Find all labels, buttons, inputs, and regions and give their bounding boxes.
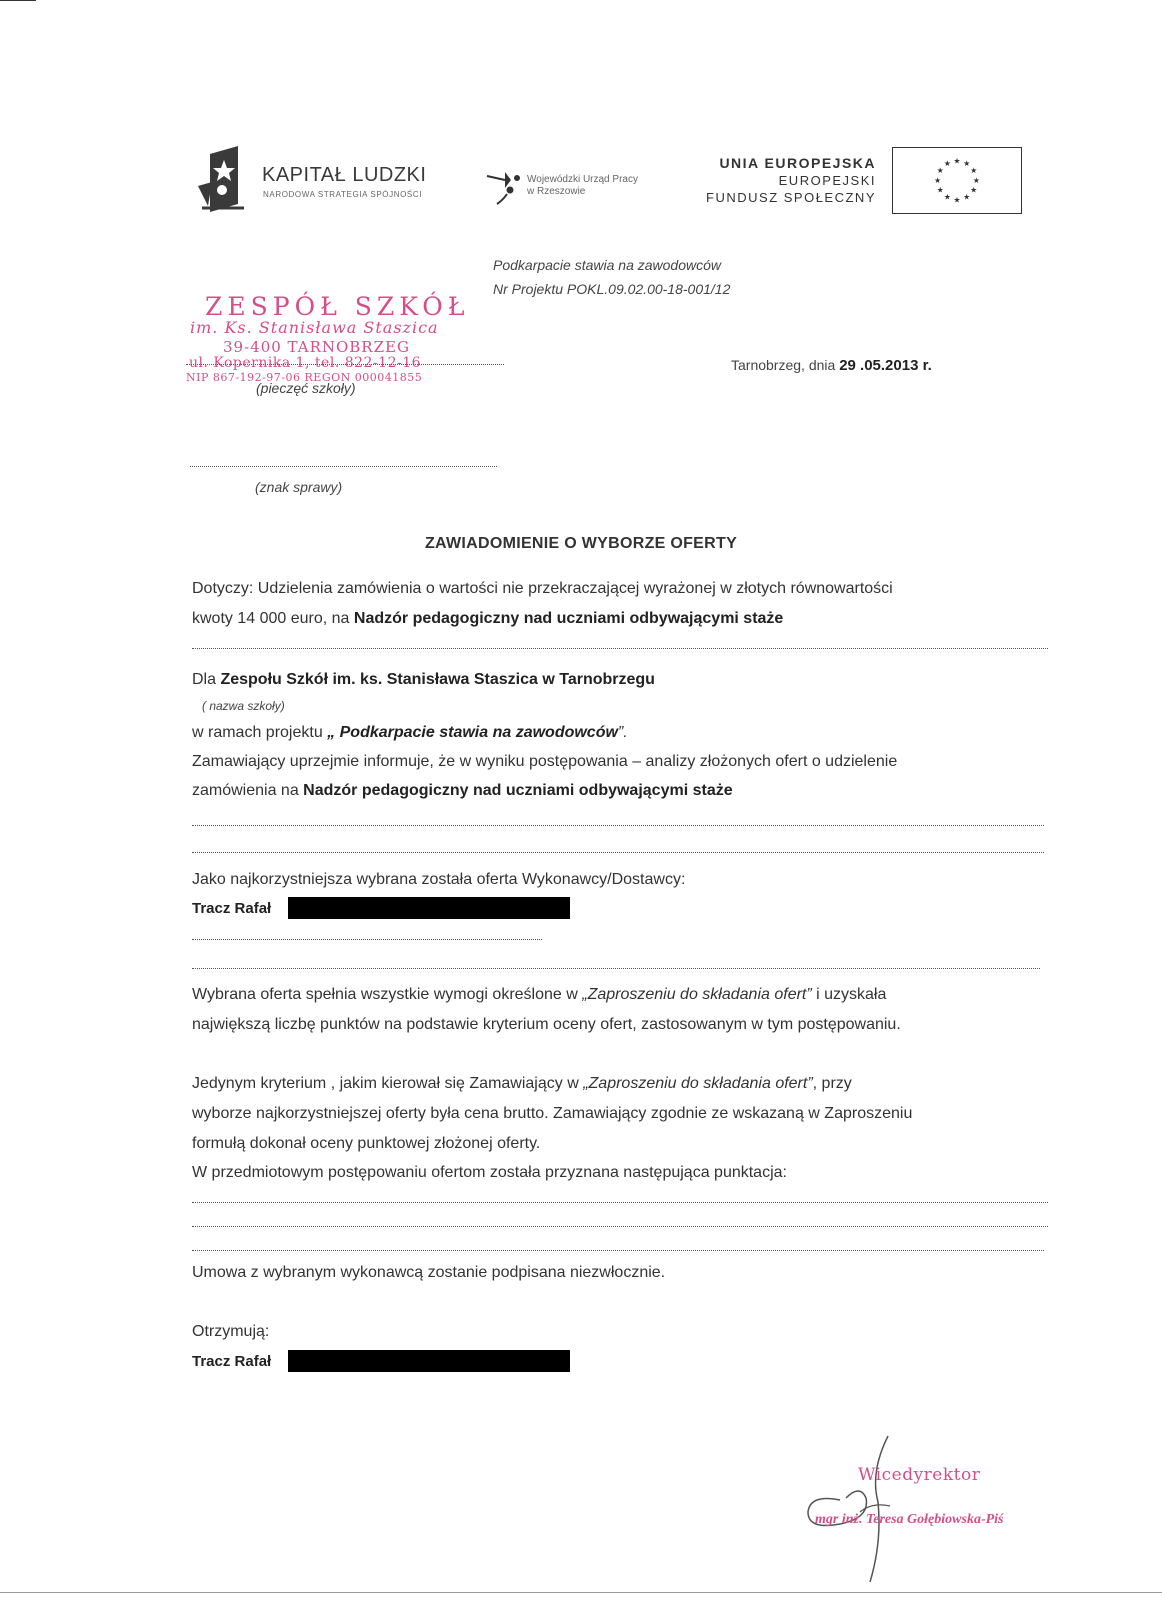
concerns-subject: Nadzór pedagogiczny nad uczniami odbywającymi staże: [353, 610, 784, 627]
eu-star: ★: [970, 166, 978, 176]
dotted-line: [192, 825, 1044, 826]
dotted-line: [192, 1250, 1044, 1251]
dotted-line: [192, 939, 542, 940]
criterion-post: , przy: [812, 1075, 852, 1092]
recipients-label: Otrzymują:: [192, 1323, 270, 1340]
project-line: [192, 724, 628, 742]
place-date: [731, 357, 932, 374]
meets-pre: Wybrana oferta spełnia wszystkie wymogi określone w: [192, 986, 583, 1003]
concerns-pre: kwoty 14 000 euro, na: [192, 610, 354, 627]
criterion-line-1: [192, 1075, 852, 1093]
for-pre: Dla: [192, 671, 221, 688]
eu-label-line2: EUROPEJSKI: [778, 173, 876, 188]
school-name-label: ( nazwa szkoły): [202, 699, 285, 713]
inform-pre: zamówienia na: [192, 782, 304, 799]
wup-logo-icon: [485, 166, 525, 206]
meets-invitation: „Zaproszeniu do składania ofert”: [582, 986, 812, 1003]
document-title: ZAWIADOMIENIE O WYBORZE OFERTY: [424, 535, 738, 552]
criterion-invitation: „Zaproszeniu do składania ofert”: [583, 1075, 813, 1092]
kapital-ludzki-subtitle: NARODOWA STRATEGIA SPÓJNOŚCI: [263, 190, 423, 199]
dotted-line: [192, 1202, 1048, 1203]
eu-label-line1: UNIA EUROPEJSKA: [719, 155, 876, 171]
stamp-line-1: ZESPÓŁ SZKÓŁ: [205, 292, 470, 321]
stamp-line-3: 39-400 TARNOBRZEG: [223, 338, 410, 356]
stamp-line-4: ul. Kopernika 1, tel. 822-12-16: [189, 355, 422, 371]
wup-name-line1: Wojewódzki Urząd Pracy: [527, 174, 638, 185]
eu-star: ★: [936, 185, 944, 195]
criterion-line-3: formułą dokonał oceny punktowej złożonej oferty.: [192, 1135, 541, 1152]
inform-line-2: [192, 782, 733, 800]
wup-name-line2: w Rzeszowie: [527, 186, 586, 197]
date-value: 29 .05.2013 r.: [839, 357, 932, 374]
place-prefix: Tarnobrzeg, dnia: [731, 357, 836, 373]
criterion-line-2: wyborze najkorzystniejszej oferty była cena brutto. Zamawiający zgodnie ze wskazaną w Zaproszeniu: [192, 1105, 913, 1122]
dotted-line: [192, 968, 1040, 969]
eu-star: ★: [953, 156, 961, 166]
best-offer-line: Jako najkorzystniejsza wybrana została oferta Wykonawcy/Dostawcy:: [192, 871, 686, 888]
eu-star: ★: [934, 175, 942, 185]
dotted-line: [192, 1226, 1048, 1227]
signature-name: mgr inż. Teresa Gołębiowska-Piś: [815, 1512, 1004, 1527]
concerns-line-2: [192, 610, 783, 628]
eu-star: ★: [943, 159, 951, 169]
eu-star: ★: [970, 185, 978, 195]
eu-label-line3: FUNDUSZ SPOŁECZNY: [706, 190, 876, 205]
kapital-ludzki-title: KAPITAŁ LUDZKI: [262, 164, 427, 186]
eu-star: ★: [972, 175, 980, 185]
reference-label: (znak sprawy): [255, 479, 343, 495]
criterion-pre: Jedynym kryterium , jakim kierował się Zamawiający w: [192, 1075, 584, 1092]
redaction-bar: [288, 897, 570, 919]
meets-line-1: [192, 986, 886, 1004]
signature-title: Wicedyrektor: [858, 1465, 981, 1485]
scan-edge-line: [0, 1592, 1162, 1593]
reference-dotted-line: [190, 466, 497, 467]
dotted-line: [192, 852, 1044, 853]
scan-corner-mark: [0, 0, 36, 1]
stamp-dotted-line: [186, 364, 504, 365]
for-school-line: [192, 671, 655, 689]
project-name: Podkarpacie stawia na zawodowców: [493, 257, 722, 273]
inform-subject: Nadzór pedagogiczny nad uczniami odbywającymi staże: [303, 782, 733, 799]
eu-star: ★: [953, 195, 961, 205]
recipient-name: Tracz Rafał: [192, 1353, 272, 1370]
stamp-line-5: NIP 867-192-97-06 REGON 000041855: [186, 371, 423, 384]
meets-post: i uzyskała: [811, 986, 887, 1003]
concerns-line-1: Dotyczy: Udzielenia zamówienia o wartości nie przekraczającej wyrażonej w złotych równowartości: [192, 580, 893, 597]
eu-star: ★: [936, 166, 944, 176]
stamp-label: (pieczęć szkoły): [256, 380, 356, 396]
stamp-line-2: im. Ks. Stanisława Staszica: [190, 318, 439, 337]
project-pre: w ramach projektu: [192, 724, 328, 741]
dotted-line: [192, 648, 1048, 649]
eu-star: ★: [963, 159, 971, 169]
project-title: „ Podkarpacie stawia na zawodowców: [327, 724, 618, 741]
points-line: W przedmiotowym postępowaniu ofertom została przyznana następująca punktacja:: [192, 1164, 787, 1181]
inform-line-1: Zamawiający uprzejmie informuje, że w wyniku postępowania – analizy złożonych ofert o udzielenie: [192, 753, 898, 770]
contractor-name: Tracz Rafał: [192, 900, 272, 917]
meets-line-2: największą liczbę punktów na podstawie kryterium oceny ofert, zastosowanym w tym postępowaniu.: [192, 1016, 901, 1033]
school-name: Zespołu Szkół im. ks. Stanisława Staszica w Tarnobrzegu: [220, 671, 655, 688]
project-post: ”.: [617, 724, 628, 741]
redaction-bar: [288, 1350, 570, 1372]
contract-line: Umowa z wybranym wykonawcą zostanie podpisana niezwłocznie.: [192, 1264, 666, 1281]
eu-star: ★: [963, 192, 971, 202]
project-number: Nr Projektu POKL.09.02.00-18-001/12: [493, 281, 731, 297]
eu-star: ★: [943, 192, 951, 202]
eu-flag-icon: [892, 147, 1022, 214]
kapital-ludzki-logo-icon: [198, 146, 248, 216]
